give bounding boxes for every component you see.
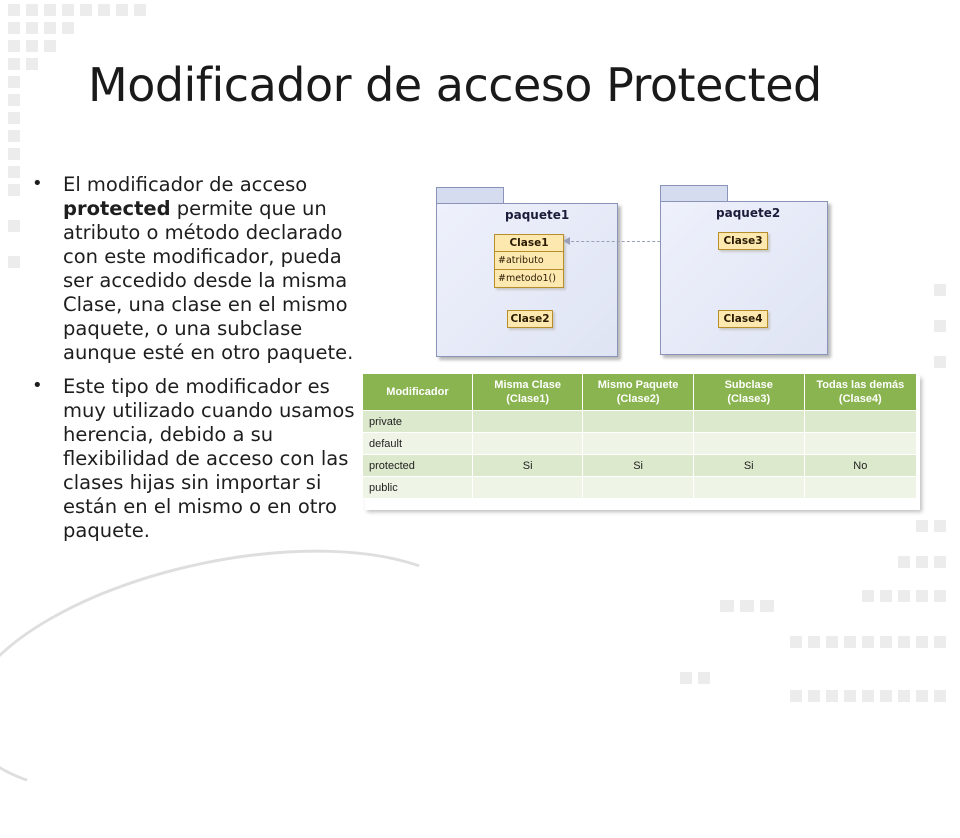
bullet-text: Este tipo de modificador es muy utilizado cuando usamos herencia, debido a su flexibilidad de acceso con las clases hijas sin importar si están en el mismo o en otro paquete. bbox=[63, 375, 355, 542]
class-name: Clase3 bbox=[723, 235, 763, 247]
table-cell bbox=[583, 477, 693, 499]
bullet-keyword: protected bbox=[63, 197, 171, 220]
table-row bbox=[363, 411, 917, 433]
slide-title: Modificador de acceso Protected bbox=[88, 58, 822, 112]
class-name: Clase1 bbox=[509, 237, 549, 249]
table-cell: private bbox=[363, 411, 473, 433]
table-cell: protected bbox=[363, 455, 473, 477]
table-cell bbox=[472, 411, 582, 433]
bullet-list bbox=[32, 173, 372, 553]
table-cell: Si bbox=[583, 455, 693, 477]
bullet-dot-icon: • bbox=[32, 375, 43, 396]
table-header-cell: Todas las demás (Clase4) bbox=[804, 374, 916, 411]
table-cell: public bbox=[363, 477, 473, 499]
table-cell bbox=[472, 477, 582, 499]
table-cell bbox=[804, 477, 916, 499]
class-box bbox=[718, 310, 768, 328]
bullet-text: El modificador de acceso bbox=[63, 173, 308, 196]
class-box bbox=[718, 232, 768, 250]
table-header-cell: Subclase (Clase3) bbox=[693, 374, 804, 411]
table-cell bbox=[804, 411, 916, 433]
arrow-head-icon bbox=[563, 237, 570, 245]
bullet-text: permite que un atributo o método declarado con este modificador, pueda ser accedido desde la misma Clase, una clase en el mismo paquete, o una subclase aunque esté en otro paquete. bbox=[63, 197, 354, 364]
table-row bbox=[363, 455, 917, 477]
table-cell bbox=[583, 433, 693, 455]
package-name: paquete1 bbox=[505, 208, 570, 222]
table-cell: default bbox=[363, 433, 473, 455]
table-cell: Si bbox=[693, 455, 804, 477]
table-cell bbox=[693, 433, 804, 455]
table-cell bbox=[472, 433, 582, 455]
table-cell: No bbox=[804, 455, 916, 477]
table-cell bbox=[693, 477, 804, 499]
table-header-row bbox=[363, 374, 917, 411]
bullet-dot-icon: • bbox=[32, 173, 43, 194]
table-cell bbox=[804, 433, 916, 455]
access-table bbox=[362, 373, 917, 499]
class-attribute: #atributo bbox=[495, 251, 563, 269]
package-tab bbox=[436, 187, 504, 204]
class-box bbox=[507, 310, 553, 328]
table-header-cell: Modificador bbox=[363, 374, 473, 411]
package-name: paquete2 bbox=[716, 206, 781, 220]
table-cell bbox=[693, 411, 804, 433]
class-box bbox=[494, 234, 564, 288]
table-cell: Si bbox=[472, 455, 582, 477]
table-header-cell: Mismo Paquete (Clase2) bbox=[583, 374, 693, 411]
class-name: Clase2 bbox=[510, 313, 550, 325]
class-method: #metodo1() bbox=[495, 269, 563, 287]
table-row bbox=[363, 477, 917, 499]
package-paquete2 bbox=[660, 201, 828, 355]
bullet-item bbox=[32, 375, 372, 543]
table-header-cell: Misma Clase (Clase1) bbox=[472, 374, 582, 411]
table-cell bbox=[583, 411, 693, 433]
class-name: Clase4 bbox=[723, 313, 763, 325]
bullet-item bbox=[32, 173, 372, 365]
package-tab bbox=[660, 185, 728, 202]
table-row bbox=[363, 433, 917, 455]
